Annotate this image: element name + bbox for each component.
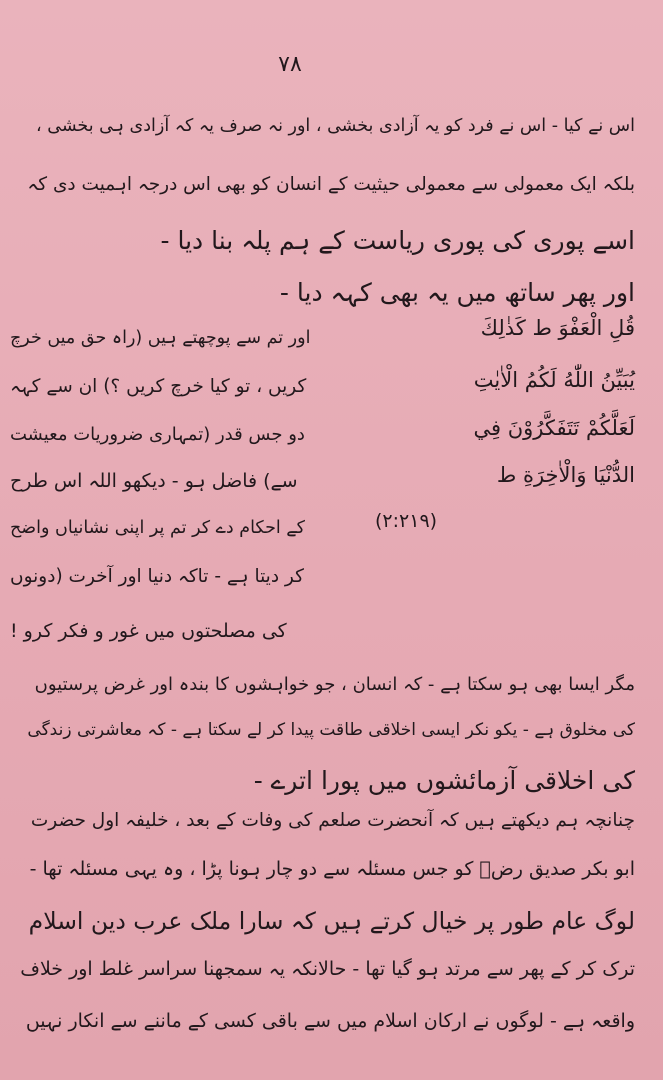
paragraph-1-line-1: اس نے کیا - اس نے فرد کو یہ آزادی بخشی ، اور نہ صرف یہ کہ آزادی ہی بخشی ، xyxy=(36,116,635,136)
translation-line: دو جس قدر (تمہاری ضروریات معیشت xyxy=(10,424,305,445)
paragraph-1-line-2: بلکہ ایک معمولی سے معمولی حیثیت کے انسان کو بھی اس درجہ اہمیت دی کہ xyxy=(27,174,635,195)
verse-reference: (۲:۲۱۹) xyxy=(375,510,438,532)
paragraph-2-line-3: کی اخلاقی آزمائشوں میں پورا اترے - xyxy=(253,766,635,795)
verse-line: يُبَيِّنُ اللّٰهُ لَكُمُ الْاٰيٰتِ xyxy=(473,368,635,392)
verse-line: لَعَلَّكُمْ تَتَفَكَّرُوْنَ فِي xyxy=(473,416,635,440)
paragraph-4-line-3: واقعہ ہے - لوگوں نے ارکان اسلام میں سے باقی کسی کے ماننے سے انکار نہیں xyxy=(25,1010,635,1032)
translation-line: کریں ، تو کیا خرچ کریں ؟) ان سے کہہ xyxy=(10,376,307,397)
paragraph-4-line-1: لوگ عام طور پر خیال کرتے ہیں کہ سارا ملک عرب دین اسلام xyxy=(28,907,635,935)
paragraph-4-line-2: ترک کر کے پھر سے مرتد ہو گیا تھا - حالانکہ یہ سمجھنا سراسر غلط اور خلاف xyxy=(20,958,635,980)
intro-line: اور پھر ساتھ میں یہ بھی کہہ دیا - xyxy=(279,278,635,307)
translation-line: کی مصلحتوں میں غور و فکر کرو ! xyxy=(10,620,287,642)
paragraph-2-line-2: کی مخلوق ہے - یکو نکر ایسی اخلاقی طاقت پیدا کر لے سکتا ہے - کہ معاشرتی زندگی xyxy=(27,720,635,740)
page-number: ۷۸ xyxy=(278,52,302,77)
verse-line: قُلِ الْعَفْوَ ط كَذٰلِكَ xyxy=(480,316,635,340)
translation-line: کر دیتا ہے - تاکہ دنیا اور آخرت (دونوں xyxy=(10,566,304,587)
paragraph-2-line-1: مگر ایسا بھی ہو سکتا ہے - کہ انسان ، جو خواہشوں کا بندہ اور غرض پرستیوں xyxy=(34,674,635,695)
translation-line: کے احکام دے کر تم پر اپنی نشانیاں واضح xyxy=(10,518,305,538)
paragraph-3-line-1: چنانچہ ہم دیکھتے ہیں کہ آنحضرت صلعم کی وفات کے بعد ، خلیفہ اول حضرت xyxy=(30,810,635,831)
translation-line: سے) فاضل ہو - دیکھو اللہ اس طرح xyxy=(10,470,298,492)
verse-line: الدُّنْيَا وَالْاٰخِرَةِ ط xyxy=(496,463,635,487)
paragraph-3-line-2: ابو بکر صدیق رضؓ کو جس مسئلہ سے دو چار ہونا پڑا ، وہ یہی مسئلہ تھا - xyxy=(29,858,635,880)
translation-line: اور تم سے پوچھتے ہیں (راہ حق میں خرچ xyxy=(10,328,311,348)
paragraph-1-line-3: اسے پوری کی پوری ریاست کے ہم پلہ بنا دیا - xyxy=(160,226,635,255)
